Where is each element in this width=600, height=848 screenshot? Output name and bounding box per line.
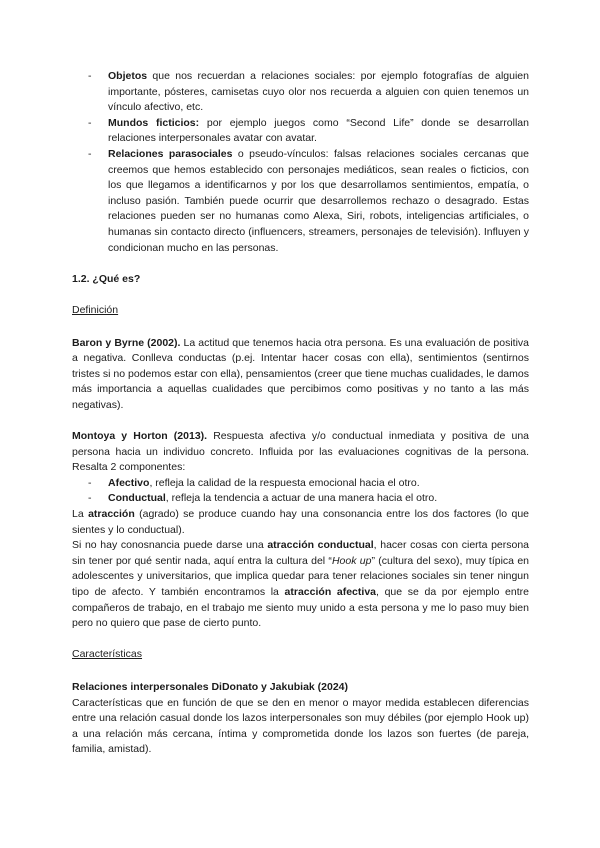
text-parasociales: o pseudo-vínculos: falsas relaciones sociales cercanas que creemos que hemos establecido con personajes mediáticos, sean reales o ficticios, con los que llegamos a identificarnos y por los que desarrollamos sentimientos, empatía, o incluso pasión. También puede ocurrir que desarrollemos rechazo o desagrado. Estas relaciones pueden ser no humanas como Alexa, Siri, robots, inteligencias artificiales, o humanas sin contacto directo (influencers, streamers, personajes de televisión). Influyen y condicionan mucho en las personas. <box>108 147 529 254</box>
term-afectivo: Afectivo <box>108 476 150 489</box>
consonancia-p2: , hacer cosas con cierta persona sin tener por qué sentir nada, aquí entra la cultura del “ <box>72 539 530 567</box>
document-page <box>72 69 529 758</box>
atraccion-pre: La <box>72 508 89 521</box>
montoya-text: Respuesta afectiva y/o conductual inmediata y positiva de una persona hacia un individuo concreto. Influida por las evaluaciones cognitivas de la persona. Resalta 2 componentes: <box>72 430 529 474</box>
consonancia-p3: ” (cultura del sexo), muy típica en adolescentes y universitarios, que implica quedar para tener relaciones sociales sin tener ningun tipo de afecto. Y también encontramos la <box>72 554 529 598</box>
text-objetos: que nos recuerdan a relaciones sociales: por ejemplo fotografías de alguien importante, pósteres, camisetas cuyo olor nos recuerda a alguien con quien tenemos un vínculo afectivo, etc. <box>108 70 529 114</box>
baron-ref: Baron y Byrne (2002). <box>72 336 181 349</box>
atraccion-afectiva-term: atracción afectiva <box>284 586 376 598</box>
list-item-objetos <box>72 69 529 116</box>
list-item-afectivo <box>72 476 529 492</box>
list-item-mundos <box>72 116 529 147</box>
list-item-conductual <box>72 491 529 507</box>
caracteristicas-label: Características <box>72 648 143 661</box>
didonato-heading: Relaciones interpersonales DiDonato y Jakubiak (2024) <box>72 680 349 693</box>
definicion-label: Definición <box>72 303 119 316</box>
section-heading: 1.2. ¿Qué es? <box>72 272 141 285</box>
atraccion-conductual-term: atracción conductual <box>267 539 374 552</box>
text-afectivo: , refleja la calidad de la respuesta emocional hacia el otro. <box>149 476 420 489</box>
atraccion-post: (agrado) se produce cuando hay una consonancia entre los dos factores (lo que sientes y lo conductual). <box>72 508 529 536</box>
term-mundos: Mundos ficticios: <box>108 116 200 129</box>
text-mundos: por ejemplo juegos como “Second Life” donde se desarrollan relaciones interpersonales avatar con avatar. <box>108 116 529 145</box>
term-objetos: Objetos <box>108 70 148 82</box>
consonancia-p4: , que se da por ejemplo entre compañeros de trabajo, en el trabajo me siento muy unido a esta persona y me lo paso muy bien pero no quiero que pase de cierto punto. <box>72 586 529 630</box>
consonancia-p1: Si no hay conosnancia puede darse una <box>72 539 268 552</box>
list-item-parasociales <box>72 147 529 256</box>
atraccion-term: atracción <box>88 508 135 521</box>
baron-text: La actitud que tenemos hacia otra persona. Es una evaluación de positiva a negativa. Conlleva conductas (p.ej. Intentar hacer cosas con ella), sentimientos (sentirnos tristes si no podemos estar con ella), pensamientos (creer que tiene muchas cualidades, le damos más importancia a aquellas cualidades que percibimos como positivas y no tanto a las más negativas). <box>72 336 529 411</box>
hook-up-italic: Hook up <box>331 554 372 567</box>
text-conductual: , refleja la tendencia a actuar de una manera hacia el otro. <box>165 492 438 505</box>
atraccion-paragraph <box>72 507 529 538</box>
term-conductual: Conductual <box>108 492 166 505</box>
examples-list <box>72 69 529 256</box>
montoya-ref: Montoya y Horton (2013). <box>72 430 208 443</box>
didonato-paragraph: Características que en función de que se den en menor o mayor medida establecen diferencias entre una relación casual donde los lazos interpersonales son muy débiles (por ejemplo Hook up) a una relación más cercana, íntima y comprometida donde los lazos son fuertes (de pareja, familia, amistad). <box>72 696 529 756</box>
baron-paragraph <box>72 336 529 414</box>
consonancia-paragraph <box>72 538 529 632</box>
components-list <box>72 476 529 507</box>
montoya-paragraph <box>72 429 529 476</box>
term-parasociales: Relaciones parasociales <box>108 147 233 160</box>
